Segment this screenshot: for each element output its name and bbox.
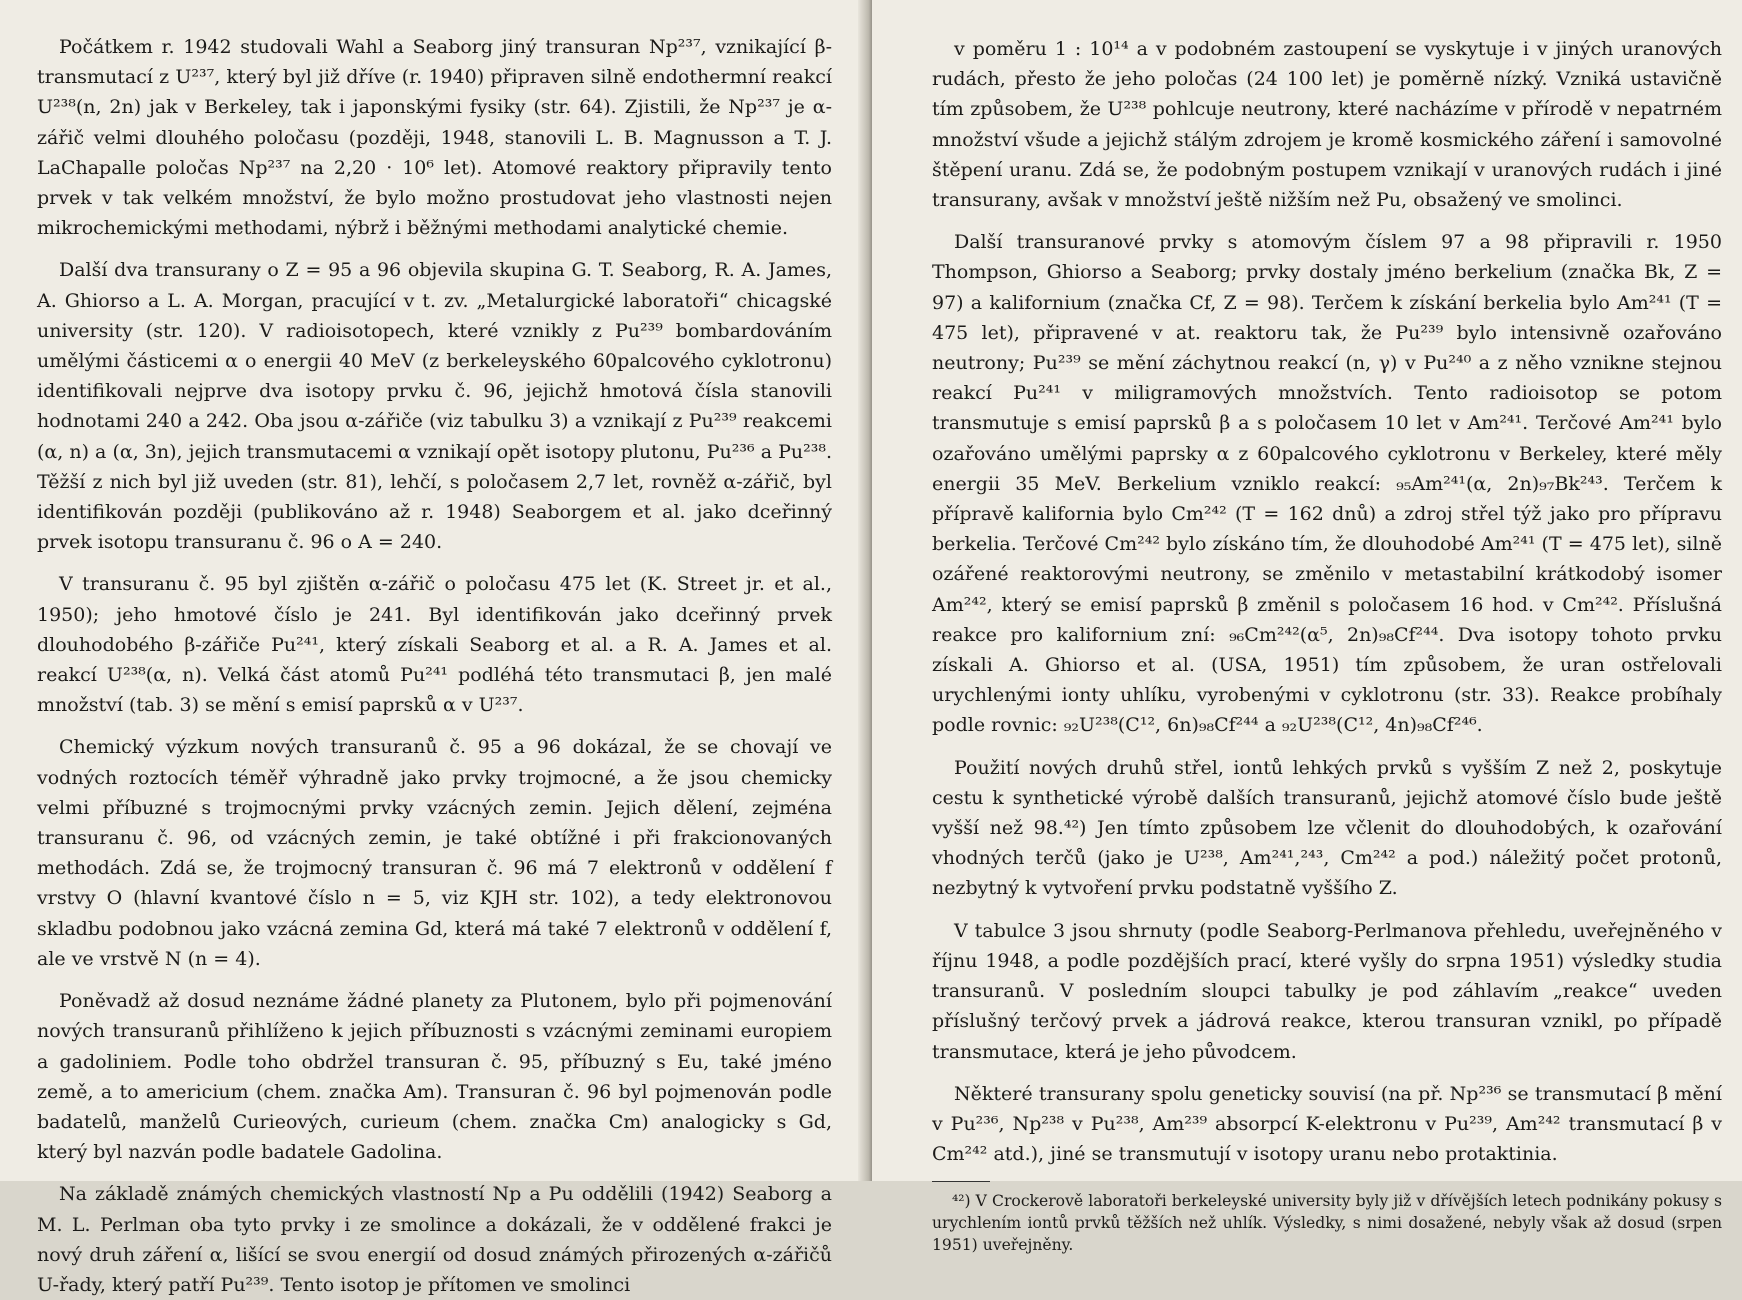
- paragraph: V transuranu č. 95 byl zjištěn α-zářič o poločasu 475 let (K. Street jr. et al., 1950); jeho hmotové číslo je 241. Byl identifikován jako dceřinný prvek dlouhodobého β-zářiče Pu²⁴¹, který získali Seaborg et al. a R. A. James et al. reakcí U²³⁸(α, n). Velká část atomů Pu²⁴¹ podléhá této transmutaci β, jen malé množství (tab. 3) se mění s emisí paprsků α v U²³⁷.: [37, 573, 832, 717]
- paragraph: v poměru 1 : 10¹⁴ a v podobném zastoupení se vyskytuje i v jiných uranových rudách, přesto že jeho poločas (24 100 let) je poměrně nízký. Vzniká ustavičně tím způsobem, že U²³⁸ pohlcuje neutrony, které nacházíme v přírodě v nepatrném množství všude a jejichž stálým zdrojem je kromě kosmického záření i samovolné štěpení uranu. Zdá se, že podobným postupem vznikají v uranových rudách i jiné transurany, avšak v množství ještě nižším než Pu, obsažený ve smolinci.: [932, 38, 1722, 212]
- paragraph: Počátkem r. 1942 studovali Wahl a Seaborg jiný transuran Np²³⁷, vznikající β-transmutací z U²³⁷, který byl již dříve (r. 1940) připraven silně endothermní reakcí U²³⁸(n, 2n) jak v Berkeley, tak i japonskými fysiky (str. 64). Zjistili, že Np²³⁷ je α-zářič velmi dlouhého poločasu (později, 1948, stanovili L. B. Magnusson a T. J. LaChapalle poločas Np²³⁷ na 2,20 · 10⁶ let). Atomové reaktory připravily tento prvek v tak velkém množství, že bylo možno prostudovat jeho vlastnosti nejen mikrochemickými methodami, nýbrž i běžnými methodami analytické chemie.: [37, 36, 832, 240]
- footnote: ⁴²) V Crockerově laboratoři berkeleyské university byly již v dřívějších letech podnikány pokusy s urychlením iontů prvků těžších než uhlík. Výsledky, s nimi dosažené, nebyly však až dosud (srpen 1951) uveřejněny.: [932, 1192, 1722, 1255]
- left-page: [0, 0, 872, 1296]
- paragraph: Některé transurany spolu geneticky souvisí (na př. Np²³⁶ se transmutací β mění v Pu²³⁶, Np²³⁸ v Pu²³⁸, Am²³⁹ absorpcí K-elektronu v Pu²³⁹, Am²⁴² transmutací β v Cm²⁴² atd.), jiné se transmutují v isotopy uranu nebo protaktinia.: [932, 1082, 1722, 1166]
- paragraph: Další transuranové prvky s atomovým číslem 97 a 98 připravili r. 1950 Thompson, Ghiorso a Seaborg; prvky dostaly jméno berkelium (značka Bk, Z = 97) a kalifornium (značka Cf, Z = 98). Terčem k získání berkelia bylo Am²⁴¹ (T = 475 let), připravené v at. reaktoru tak, že Pu²³⁹ bylo intensivně ozařováno neutrony; Pu²³⁹ se mění záchytnou reakcí (n, γ) v Pu²⁴⁰ a z něho vznikne stejnou reakcí Pu²⁴¹ v miligramových množstvích. Tento radioisotop se potom transmutuje s emisí paprsků β a s poločasem 10 let v Am²⁴¹. Terčové Am²⁴¹ bylo ozařováno umělými paprsky α z 60palcového cyklotronu v Berkeley, které měly energii 35 MeV. Berkelium vzniklo reakcí: ₉₅Am²⁴¹(α, 2n)₉₇Bk²⁴³. Terčem k přípravě kalifornia bylo Cm²⁴² (T = 162 dnů) a zdroj střel týž jako pro přípravu berkelia. Terčové Cm²⁴² bylo získáno tím, že dlouhodobé Am²⁴¹ (T = 475 let), silně ozářené reaktorovými neutrony, se změnilo v metastabilní krátkodobý isomer Am²⁴², který se emisí paprsků β změnil s poločasem 16 hod. v Cm²⁴². Příslušná reakce pro kalifornium zní: ₉₆Cm²⁴²(α⁵, 2n)₉₈Cf²⁴⁴. Dva isotopy tohoto prvku získali A. Ghiorso et al. (USA, 1951) tím způsobem, že uran ostřelovali urychlenými ionty uhlíku, vyrobenými v cyklotronu (str. 33). Reakce probíhaly podle rovnic: ₉₂U²³⁸(C¹², 6n)₉₈Cf²⁴⁴ a ₉₂U²³⁸(C¹², 4n)₉₈Cf²⁴⁶.: [932, 231, 1722, 737]
- paragraph: Na základě známých chemických vlastností Np a Pu oddělili (1942) Seaborg a M. L. Perlman oba tyto prvky i ze smolince a dokázali, že v oddělené frakci je nový druh záření α, lišící se svou energií od dosud známých přirozených α-zářičů U-řady, který patří Pu²³⁹. Tento isotop je přítomen ve smolinci: [37, 1183, 832, 1296]
- paragraph: Chemický výzkum nových transuranů č. 95 a 96 dokázal, že se chovají ve vodných roztocích téměř výhradně jako prvky trojmocné, a že jsou chemicky velmi příbuzné s trojmocnými prvky vzácných zemin. Jejich dělení, zejména transuranu č. 96, od vzácných zemin, je také obtížné i při frakcionovaných methodách. Zdá se, že trojmocný transuran č. 96 má 7 elektronů v oddělení f vrstvy O (hlavní kvantové číslo n = 5, viz KJH str. 102), a tedy elektronovou skladbu podobnou jako vzácná zemina Gd, která má také 7 elektronů v oddělení f, ale ve vrstvě N (n = 4).: [37, 736, 832, 970]
- paragraph: V tabulce 3 jsou shrnuty (podle Seaborg-Perlmanova přehledu, uveřejněného v říjnu 1948, a podle pozdějších prací, které vyšly do srpna 1951) výsledky studia transuranů. V posledním sloupci tabulky je pod záhlavím „reakce“ uveden příslušný terčový prvek a jádrová reakce, kterou transuran vznikl, po případě transmutace, která je jeho původcem.: [932, 919, 1722, 1063]
- paragraph: Další dva transurany o Z = 95 a 96 objevila skupina G. T. Seaborg, R. A. James, A. Ghiorso a L. A. Morgan, pracující v t. zv. „Metalurgické laboratoři“ chicagské university (str. 120). V radioisotopech, které vznikly z Pu²³⁹ bombardováním umělými částicemi α o energii 40 MeV (z berkeleyského 60palcového cyklotronu) identifikovali nejprve dva isotopy prvku č. 96, jejichž hmotová čísla stanovili hodnotami 240 a 242. Oba jsou α-zářiče (viz tabulku 3) a vznikají z Pu²³⁹ reakcemi (α, n) a (α, 3n), jejich transmutacemi α vznikají opět isotopy plutonu, Pu²³⁶ a Pu²³⁸. Těžší z nich byl již uveden (str. 81), lehčí, s poločasem 2,7 let, rovněž α-zářič, byl identifikován později (publikováno až r. 1948) Seaborgem et al. jako dceřinný prvek isotopu transuranu č. 96 o A = 240.: [37, 259, 832, 554]
- paragraph: Poněvadž až dosud neznáme žádné planety za Plutonem, bylo při pojmenování nových transuranů přihlíženo k jejich příbuznosti s vzácnými zeminami europiem a gadoliniem. Podle toho obdržel transuran č. 95, příbuzný s Eu, také jméno země, a to americium (chem. značka Am). Transuran č. 96 byl pojmenován podle badatelů, manželů Curieových, curieum (chem. značka Cm) analogicky s Gd, který byl nazván podle badatele Gadolina.: [37, 990, 832, 1164]
- footnote-rule: [932, 1181, 990, 1182]
- right-page: [872, 0, 1742, 1255]
- paragraph: Použití nových druhů střel, iontů lehkých prvků s vyšším Z než 2, poskytuje cestu k synthetické výrobě dalších transuranů, jejichž atomové číslo bude ještě vyšší než 98.⁴²) Jen tímto způsobem lze včlenit do dlouhodobých, k ozařování vhodných terčů (jako je U²³⁸, Am²⁴¹,²⁴³, Cm²⁴² a pod.) náležitý počet protonů, nezbytný k vytvoření prvku podstatně vyššího Z.: [932, 756, 1722, 900]
